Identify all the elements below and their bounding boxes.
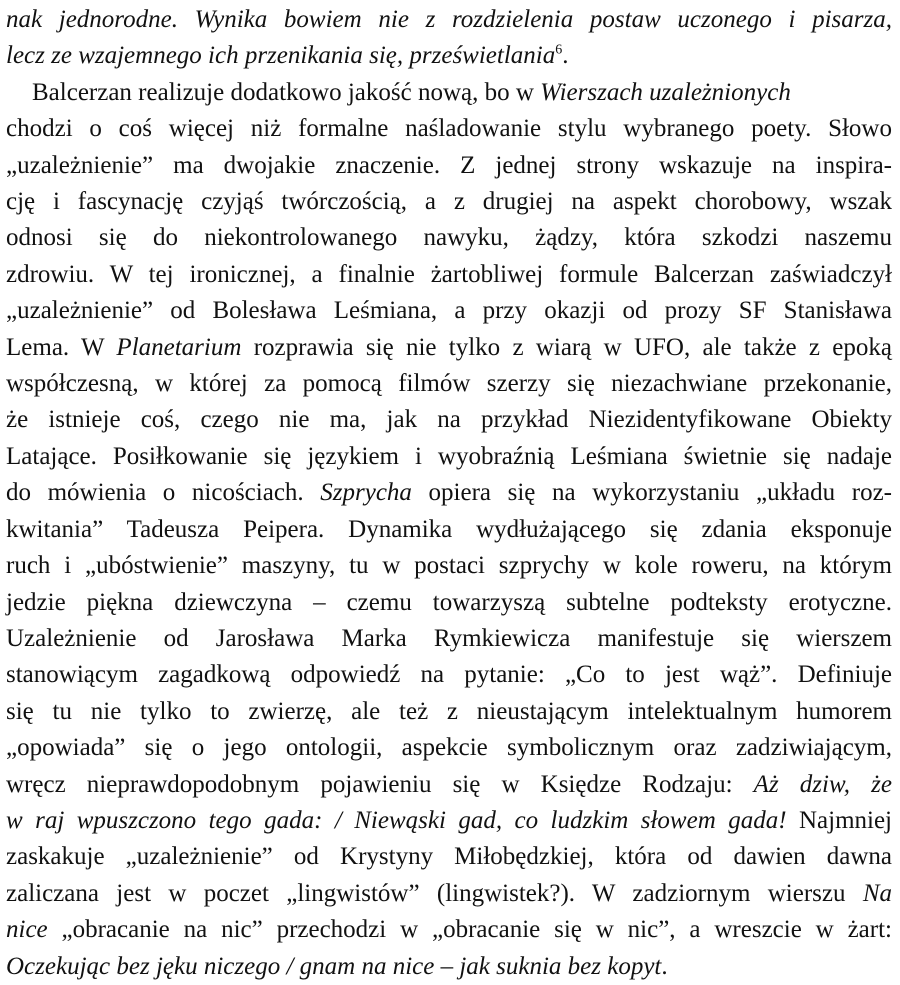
text-line-19: stanowiącym zagadkową odpowiedź na pytanie: „Co to jest wąż”. Definiuje <box>6 661 892 689</box>
text-line-13: Latające. Posiłkowanie się językiem i wyobraźnią Leśmiana świetnie się nadaje <box>6 442 892 470</box>
text-line-8: zdrowiu. W tej ironicznej, a finalnie żartobliwej formule Balcerzan zaświadczył <box>6 260 892 288</box>
text-line-2: lecz ze wzajemnego ich przenikania się, prześwietlania$^6$. <box>6 42 569 70</box>
text-line-15: kwitania” Tadeusza Peipera. Dynamika wydłużającego się zdania eksponuje <box>6 515 892 543</box>
text-line-18: Uzależnienie od Jarosława Marka Rymkiewicza manifestuje się wierszem <box>6 624 892 652</box>
text-line-25: zaliczana jest w poczet „lingwistów” (lingwistek?). W zadziornym wierszu Na <box>6 879 892 907</box>
text-line-20: się tu nie tylko to zwierzę, ale też z nieustającym intelektualnym humorem <box>6 697 892 725</box>
text-line-11: współczesną, w której za pomocą filmów szerzy się niezachwiane przekonanie, <box>6 370 892 398</box>
text-line-23: w raj wpuszczono tego gada: / Niewąski gad, co ludzkim słowem gada! Najmniej <box>6 806 892 834</box>
text-line-5: „uzależnienie” ma dwojakie znaczenie. Z jednej strony wskazuje na inspira- <box>6 151 892 179</box>
text-line-1: nak jednorodne. Wynika bowiem nie z rozdzielenia postaw uczonego i pisarza, <box>6 6 892 33</box>
text-line-14: do mówienia o nicościach. Szprycha opiera się na wykorzystaniu „układu roz- <box>6 479 892 507</box>
text-line-27: Oczekując bez jęku niczego / gnam na nice – jak suknia bez kopyt. <box>6 952 668 980</box>
text-line-17: jedzie piękna dziewczyna – czemu towarzyszą subtelne podteksty erotyczne. <box>6 588 892 616</box>
text-line-3: Balcerzan realizuje dodatkowo jakość nową, bo w Wierszach uzależnionych <box>32 78 791 106</box>
text-line-4: chodzi o coś więcej niż formalne naśladowanie stylu wybranego poety. Słowo <box>6 115 892 143</box>
text-line-9: „uzależnienie” od Bolesława Leśmiana, a przy okazji od prozy SF Stanisława <box>6 297 892 325</box>
text-line-10: Lema. W Planetarium rozprawia się nie tylko z wiarą w UFO, ale także z epoką <box>6 333 892 361</box>
text-line-21: „opowiada” się o jego ontologii, aspekcie symbolicznym oraz zadziwiającym, <box>6 734 892 762</box>
text-line-24: zaskakuje „uzależnienie” od Krystyny Miłobędzkiej, która od dawien dawna <box>6 843 892 871</box>
text-line-26: nice „obracanie na nic” przechodzi w „obracanie się w nic”, a wreszcie w żart: <box>6 916 892 944</box>
text-line-7: odnosi się do niekontrolowanego nawyku, żądzy, która szkodzi naszemu <box>6 224 892 252</box>
footnote-marker: 6 <box>555 43 563 59</box>
text-line-16: ruch i „ubóstwienie” maszyny, tu w postaci szprychy w kole roweru, na którym <box>6 552 892 580</box>
text-line-6: cję i fascynację czyjąś twórczością, a z drugiej na aspekt chorobowy, wszak <box>6 188 892 216</box>
text-line-12: że istnieje coś, czego nie ma, jak na przykład Niezidentyfikowane Obiekty <box>6 406 892 434</box>
text-line-22: wręcz nieprawdopodobnym pojawieniu się w Księdze Rodzaju: Aż dziw, że <box>6 770 892 798</box>
